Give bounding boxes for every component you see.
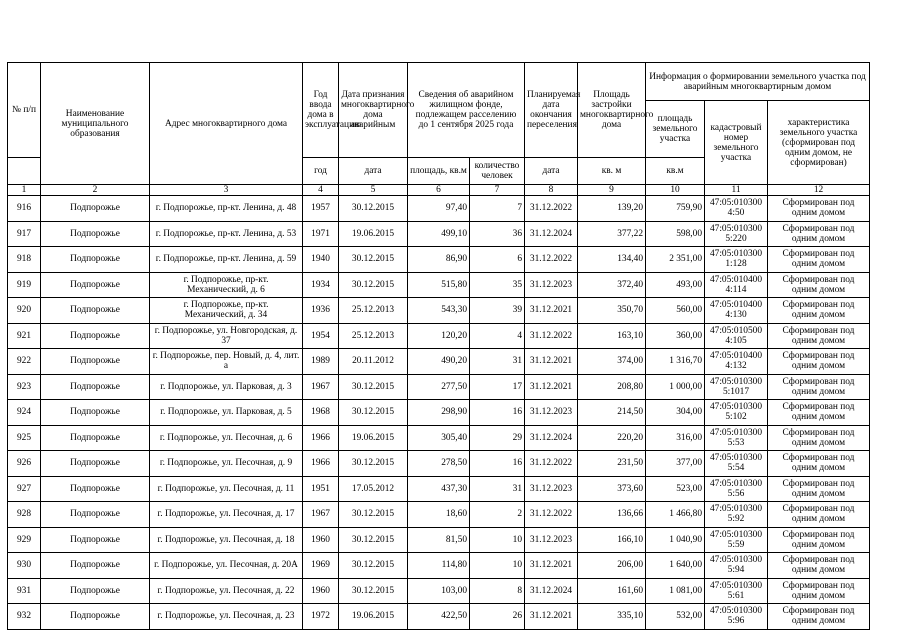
cadastral-part-2: 1:128 (725, 259, 747, 270)
area-cell: 499,10 (408, 221, 470, 247)
cadastral-cell (705, 349, 768, 375)
cadastral-cell (705, 425, 768, 451)
cadastral-part-2: 4:114 (725, 284, 747, 295)
cadastral-part-1: 47:05:010300 (709, 376, 763, 387)
plan-date-cell: 31.12.2021 (525, 298, 578, 324)
table-row (8, 553, 870, 579)
land-area-cell: 493,00 (646, 272, 705, 298)
address-cell: г. Подпорожье, ул. Песочная, д. 20А (150, 553, 303, 579)
cadastral-part-2: 5:96 (727, 616, 745, 627)
emergency-date-cell: 30.12.2015 (339, 502, 408, 528)
plan-date-cell: 31.12.2021 (525, 604, 578, 630)
build-area-cell: 335,10 (578, 604, 646, 630)
people-cell: 16 (470, 451, 525, 477)
emergency-date-cell: 30.12.2015 (339, 527, 408, 553)
area-cell: 543,30 (408, 298, 470, 324)
unit-year: год (303, 158, 339, 185)
municipality-cell: Подпорожье (41, 272, 150, 298)
land-area-cell: 523,00 (646, 476, 705, 502)
land-char-cell: Сформирован под одним домом (768, 578, 870, 604)
area-cell: 81,50 (408, 527, 470, 553)
cadastral-part-1: 47:05:010300 (709, 580, 763, 591)
people-cell: 29 (470, 425, 525, 451)
table-row (8, 349, 870, 375)
plan-date-cell: 31.12.2024 (525, 221, 578, 247)
cadastral-cell (705, 451, 768, 477)
build-area-cell: 377,22 (578, 221, 646, 247)
cadastral-part-1: 47:05:010300 (709, 529, 763, 540)
emergency-date-cell: 20.11.2012 (339, 349, 408, 375)
cadastral-cell (705, 196, 768, 222)
plan-date-cell: 31.12.2021 (525, 374, 578, 400)
table-row (8, 374, 870, 400)
build-area-cell: 163,10 (578, 323, 646, 349)
cadastral-cell (705, 476, 768, 502)
table-row (8, 272, 870, 298)
table-row (8, 502, 870, 528)
cadastral-part-2: 5:54 (727, 463, 745, 474)
land-area-cell: 1 640,00 (646, 553, 705, 579)
year-cell: 1972 (303, 604, 339, 630)
people-cell: 6 (470, 247, 525, 273)
unit-people: количество человек (470, 158, 525, 185)
people-cell: 16 (470, 400, 525, 426)
table-row (8, 221, 870, 247)
cadastral-cell (705, 604, 768, 630)
year-cell: 1966 (303, 451, 339, 477)
land-area-cell: 360,00 (646, 323, 705, 349)
land-char-cell: Сформирован под одним домом (768, 349, 870, 375)
land-area-cell: 377,00 (646, 451, 705, 477)
row-number: 930 (8, 553, 41, 579)
land-char-cell: Сформирован под одним домом (768, 425, 870, 451)
row-number: 932 (8, 604, 41, 630)
emergency-date-cell: 30.12.2015 (339, 247, 408, 273)
people-cell: 17 (470, 374, 525, 400)
people-cell: 31 (470, 476, 525, 502)
header-cadastral: кадастровый номер земельного участка (705, 101, 768, 185)
land-area-cell: 598,00 (646, 221, 705, 247)
plan-date-cell: 31.12.2022 (525, 247, 578, 273)
year-cell: 1954 (303, 323, 339, 349)
land-area-cell: 1 466,80 (646, 502, 705, 528)
area-cell: 298,90 (408, 400, 470, 426)
table-row (8, 323, 870, 349)
header-build-area: Площадь застройки многоквартирного дома (578, 63, 646, 158)
area-cell: 422,50 (408, 604, 470, 630)
row-number: 927 (8, 476, 41, 502)
build-area-cell: 350,70 (578, 298, 646, 324)
plan-date-cell: 31.12.2023 (525, 400, 578, 426)
column-number: 4 (303, 185, 339, 196)
column-number: 10 (646, 185, 705, 196)
cadastral-part-2: 5:102 (725, 412, 747, 423)
area-cell: 18,60 (408, 502, 470, 528)
cadastral-cell (705, 578, 768, 604)
land-char-cell: Сформирован под одним домом (768, 272, 870, 298)
emergency-date-cell: 19.06.2015 (339, 604, 408, 630)
header-land-area: площадь земельного участка (646, 101, 705, 158)
people-cell: 8 (470, 578, 525, 604)
address-cell: г. Подпорожье, ул. Песочная, д. 17 (150, 502, 303, 528)
plan-date-cell: 31.12.2021 (525, 553, 578, 579)
municipality-cell: Подпорожье (41, 323, 150, 349)
row-number: 922 (8, 349, 41, 375)
table-body (8, 196, 870, 630)
people-cell: 26 (470, 604, 525, 630)
cadastral-part-2: 4:132 (725, 361, 747, 372)
build-area-cell: 136,66 (578, 502, 646, 528)
unit-num (8, 158, 41, 185)
year-cell: 1940 (303, 247, 339, 273)
emergency-date-cell: 19.06.2015 (339, 425, 408, 451)
build-area-cell: 231,50 (578, 451, 646, 477)
column-number: 9 (578, 185, 646, 196)
column-numbers-row (8, 185, 870, 196)
table-row (8, 196, 870, 222)
cadastral-part-2: 5:59 (727, 539, 745, 550)
land-char-cell: Сформирован под одним домом (768, 247, 870, 273)
plan-date-cell: 31.12.2023 (525, 272, 578, 298)
unit-land-area: кв.м (646, 158, 705, 185)
cadastral-part-2: 4:130 (725, 310, 747, 321)
column-number: 2 (41, 185, 150, 196)
year-cell: 1969 (303, 553, 339, 579)
address-cell: г. Подпорожье, ул. Новгородская, д. 37 (150, 323, 303, 349)
address-cell: г. Подпорожье, пр-кт. Механический, д. 34 (150, 298, 303, 324)
plan-date-cell: 31.12.2021 (525, 349, 578, 375)
header-plan-date: Планируемая дата окончания переселения (525, 63, 578, 158)
land-area-cell: 1 040,90 (646, 527, 705, 553)
land-area-cell: 560,00 (646, 298, 705, 324)
column-number: 7 (470, 185, 525, 196)
build-area-cell: 374,00 (578, 349, 646, 375)
year-cell: 1960 (303, 527, 339, 553)
address-cell: г. Подпорожье, ул. Песочная, д. 11 (150, 476, 303, 502)
land-area-cell: 532,00 (646, 604, 705, 630)
land-area-cell: 1 316,70 (646, 349, 705, 375)
emergency-date-cell: 25.12.2013 (339, 323, 408, 349)
unit-plan-date: дата (525, 158, 578, 185)
emergency-date-cell: 30.12.2015 (339, 374, 408, 400)
column-number: 6 (408, 185, 470, 196)
address-cell: г. Подпорожье, пр-кт. Ленина, д. 48 (150, 196, 303, 222)
build-area-cell: 214,50 (578, 400, 646, 426)
row-number: 916 (8, 196, 41, 222)
address-cell: г. Подпорожье, ул. Песочная, д. 18 (150, 527, 303, 553)
build-area-cell: 139,20 (578, 196, 646, 222)
land-char-cell: Сформирован под одним домом (768, 553, 870, 579)
row-number: 929 (8, 527, 41, 553)
header-land-char: характеристика земельного участка (сформирован под одним домом, не сформирован) (768, 101, 870, 185)
cadastral-part-2: 5:61 (727, 590, 745, 601)
build-area-cell: 208,80 (578, 374, 646, 400)
people-cell: 10 (470, 553, 525, 579)
address-cell: г. Подпорожье, пер. Новый, д. 4, лит. а (150, 349, 303, 375)
address-cell: г. Подпорожье, ул. Песочная, д. 6 (150, 425, 303, 451)
header-fund: Сведения об аварийном жилищном фонде, подлежащем расселению до 1 сентября 2025 года (408, 63, 525, 158)
land-area-cell: 316,00 (646, 425, 705, 451)
land-area-cell: 304,00 (646, 400, 705, 426)
cadastral-part-1: 47:05:010500 (709, 325, 763, 336)
year-cell: 1957 (303, 196, 339, 222)
plan-date-cell: 31.12.2022 (525, 502, 578, 528)
cadastral-part-2: 4:105 (725, 335, 747, 346)
cadastral-cell (705, 374, 768, 400)
year-cell: 1989 (303, 349, 339, 375)
unit-build-area: кв. м (578, 158, 646, 185)
land-char-cell: Сформирован под одним домом (768, 502, 870, 528)
table-row (8, 527, 870, 553)
people-cell: 10 (470, 527, 525, 553)
municipality-cell: Подпорожье (41, 527, 150, 553)
municipality-cell: Подпорожье (41, 502, 150, 528)
header-num: № п/п (8, 63, 41, 158)
municipality-cell: Подпорожье (41, 247, 150, 273)
land-char-cell: Сформирован под одним домом (768, 527, 870, 553)
build-area-cell: 372,40 (578, 272, 646, 298)
area-cell: 515,80 (408, 272, 470, 298)
emergency-date-cell: 19.06.2015 (339, 221, 408, 247)
address-cell: г. Подпорожье, пр-кт. Механический, д. 6 (150, 272, 303, 298)
people-cell: 4 (470, 323, 525, 349)
land-char-cell: Сформирован под одним домом (768, 196, 870, 222)
year-cell: 1966 (303, 425, 339, 451)
plan-date-cell: 31.12.2022 (525, 196, 578, 222)
cadastral-cell (705, 527, 768, 553)
cadastral-part-2: 5:94 (727, 565, 745, 576)
address-cell: г. Подпорожье, ул. Парковая, д. 3 (150, 374, 303, 400)
land-char-cell: Сформирован под одним домом (768, 298, 870, 324)
area-cell: 97,40 (408, 196, 470, 222)
build-area-cell: 373,60 (578, 476, 646, 502)
cadastral-cell (705, 298, 768, 324)
address-cell: г. Подпорожье, ул. Песочная, д. 9 (150, 451, 303, 477)
cadastral-part-1: 47:05:010300 (709, 478, 763, 489)
area-cell: 103,00 (408, 578, 470, 604)
build-area-cell: 220,20 (578, 425, 646, 451)
cadastral-part-1: 47:05:010300 (709, 427, 763, 438)
plan-date-cell: 31.12.2022 (525, 323, 578, 349)
row-number: 928 (8, 502, 41, 528)
cadastral-part-1: 47:05:010300 (709, 402, 763, 413)
land-char-cell: Сформирован под одним домом (768, 604, 870, 630)
area-cell: 305,40 (408, 425, 470, 451)
cadastral-part-1: 47:05:010300 (709, 453, 763, 464)
header-address: Адрес многоквартирного дома (150, 63, 303, 185)
table-row (8, 298, 870, 324)
header-emergency-date: Дата признания многоквартирного дома аварийным (339, 63, 408, 158)
land-char-cell: Сформирован под одним домом (768, 374, 870, 400)
column-number: 3 (150, 185, 303, 196)
plan-date-cell: 31.12.2022 (525, 451, 578, 477)
people-cell: 39 (470, 298, 525, 324)
cadastral-cell (705, 502, 768, 528)
area-cell: 86,90 (408, 247, 470, 273)
municipality-cell: Подпорожье (41, 578, 150, 604)
municipality-cell: Подпорожье (41, 451, 150, 477)
build-area-cell: 134,40 (578, 247, 646, 273)
cadastral-part-2: 5:53 (727, 437, 745, 448)
plan-date-cell: 31.12.2023 (525, 527, 578, 553)
row-number: 918 (8, 247, 41, 273)
year-cell: 1968 (303, 400, 339, 426)
header-land-info: Информация о формировании земельного участка под аварийным многоквартирным домом (646, 63, 870, 101)
land-area-cell: 1 081,00 (646, 578, 705, 604)
header-municipality: Наименование муниципального образования (41, 63, 150, 185)
year-cell: 1936 (303, 298, 339, 324)
municipality-cell: Подпорожье (41, 221, 150, 247)
people-cell: 36 (470, 221, 525, 247)
emergency-date-cell: 17.05.2012 (339, 476, 408, 502)
cadastral-cell (705, 221, 768, 247)
housing-table (7, 62, 870, 630)
people-cell: 2 (470, 502, 525, 528)
row-number: 920 (8, 298, 41, 324)
unit-date: дата (339, 158, 408, 185)
emergency-date-cell: 30.12.2015 (339, 578, 408, 604)
land-char-cell: Сформирован под одним домом (768, 476, 870, 502)
cadastral-part-1: 47:05:010400 (709, 274, 763, 285)
address-cell: г. Подпорожье, ул. Песочная, д. 23 (150, 604, 303, 630)
area-cell: 437,30 (408, 476, 470, 502)
cadastral-part-1: 47:05:010400 (709, 351, 763, 362)
row-number: 917 (8, 221, 41, 247)
municipality-cell: Подпорожье (41, 425, 150, 451)
header-year: Год ввода дома в эксплуатацию (303, 63, 339, 158)
cadastral-part-1: 47:05:010300 (709, 504, 763, 515)
municipality-cell: Подпорожье (41, 196, 150, 222)
table-row (8, 578, 870, 604)
municipality-cell: Подпорожье (41, 349, 150, 375)
land-char-cell: Сформирован под одним домом (768, 323, 870, 349)
table-row (8, 451, 870, 477)
table-row (8, 400, 870, 426)
year-cell: 1967 (303, 374, 339, 400)
column-number: 8 (525, 185, 578, 196)
area-cell: 114,80 (408, 553, 470, 579)
cadastral-part-2: 5:1017 (722, 386, 750, 397)
emergency-date-cell: 30.12.2015 (339, 196, 408, 222)
municipality-cell: Подпорожье (41, 400, 150, 426)
address-cell: г. Подпорожье, пр-кт. Ленина, д. 53 (150, 221, 303, 247)
table-row (8, 604, 870, 630)
column-number: 11 (705, 185, 768, 196)
land-area-cell: 2 351,00 (646, 247, 705, 273)
cadastral-part-1: 47:05:010300 (709, 249, 763, 260)
land-area-cell: 1 000,00 (646, 374, 705, 400)
people-cell: 31 (470, 349, 525, 375)
municipality-cell: Подпорожье (41, 374, 150, 400)
cadastral-part-2: 5:220 (725, 233, 747, 244)
cadastral-part-1: 47:05:010300 (709, 223, 763, 234)
emergency-date-cell: 30.12.2015 (339, 553, 408, 579)
area-cell: 490,20 (408, 349, 470, 375)
cadastral-cell (705, 323, 768, 349)
plan-date-cell: 31.12.2023 (525, 476, 578, 502)
area-cell: 277,50 (408, 374, 470, 400)
land-area-cell: 759,90 (646, 196, 705, 222)
land-char-cell: Сформирован под одним домом (768, 221, 870, 247)
municipality-cell: Подпорожье (41, 476, 150, 502)
cadastral-cell (705, 247, 768, 273)
plan-date-cell: 31.12.2024 (525, 425, 578, 451)
row-number: 931 (8, 578, 41, 604)
row-number: 924 (8, 400, 41, 426)
emergency-date-cell: 25.12.2013 (339, 298, 408, 324)
area-cell: 120,20 (408, 323, 470, 349)
build-area-cell: 166,10 (578, 527, 646, 553)
year-cell: 1960 (303, 578, 339, 604)
table-row (8, 247, 870, 273)
column-number: 1 (8, 185, 41, 196)
cadastral-part-1: 47:05:010400 (709, 300, 763, 311)
cadastral-part-1: 47:05:010300 (709, 555, 763, 566)
row-number: 926 (8, 451, 41, 477)
address-cell: г. Подпорожье, ул. Песочная, д. 22 (150, 578, 303, 604)
plan-date-cell: 31.12.2024 (525, 578, 578, 604)
area-cell: 278,50 (408, 451, 470, 477)
municipality-cell: Подпорожье (41, 298, 150, 324)
year-cell: 1971 (303, 221, 339, 247)
municipality-cell: Подпорожье (41, 604, 150, 630)
year-cell: 1934 (303, 272, 339, 298)
row-number: 925 (8, 425, 41, 451)
cadastral-cell (705, 400, 768, 426)
cadastral-cell (705, 553, 768, 579)
emergency-date-cell: 30.12.2015 (339, 400, 408, 426)
emergency-date-cell: 30.12.2015 (339, 272, 408, 298)
table-row (8, 476, 870, 502)
address-cell: г. Подпорожье, ул. Парковая, д. 5 (150, 400, 303, 426)
column-number: 12 (768, 185, 870, 196)
cadastral-part-1: 47:05:010300 (709, 198, 763, 209)
land-char-cell: Сформирован под одним домом (768, 400, 870, 426)
municipality-cell: Подпорожье (41, 553, 150, 579)
people-cell: 35 (470, 272, 525, 298)
row-number: 923 (8, 374, 41, 400)
people-cell: 7 (470, 196, 525, 222)
year-cell: 1951 (303, 476, 339, 502)
row-number: 921 (8, 323, 41, 349)
land-char-cell: Сформирован под одним домом (768, 451, 870, 477)
build-area-cell: 206,00 (578, 553, 646, 579)
unit-area: площадь, кв.м (408, 158, 470, 185)
table-row (8, 425, 870, 451)
emergency-date-cell: 30.12.2015 (339, 451, 408, 477)
cadastral-part-2: 5:92 (727, 514, 745, 525)
build-area-cell: 161,60 (578, 578, 646, 604)
year-cell: 1967 (303, 502, 339, 528)
cadastral-part-2: 5:56 (727, 488, 745, 499)
row-number: 919 (8, 272, 41, 298)
cadastral-part-1: 47:05:010300 (709, 606, 763, 617)
cadastral-cell (705, 272, 768, 298)
column-number: 5 (339, 185, 408, 196)
address-cell: г. Подпорожье, пр-кт. Ленина, д. 59 (150, 247, 303, 273)
cadastral-part-2: 4:50 (727, 208, 745, 219)
